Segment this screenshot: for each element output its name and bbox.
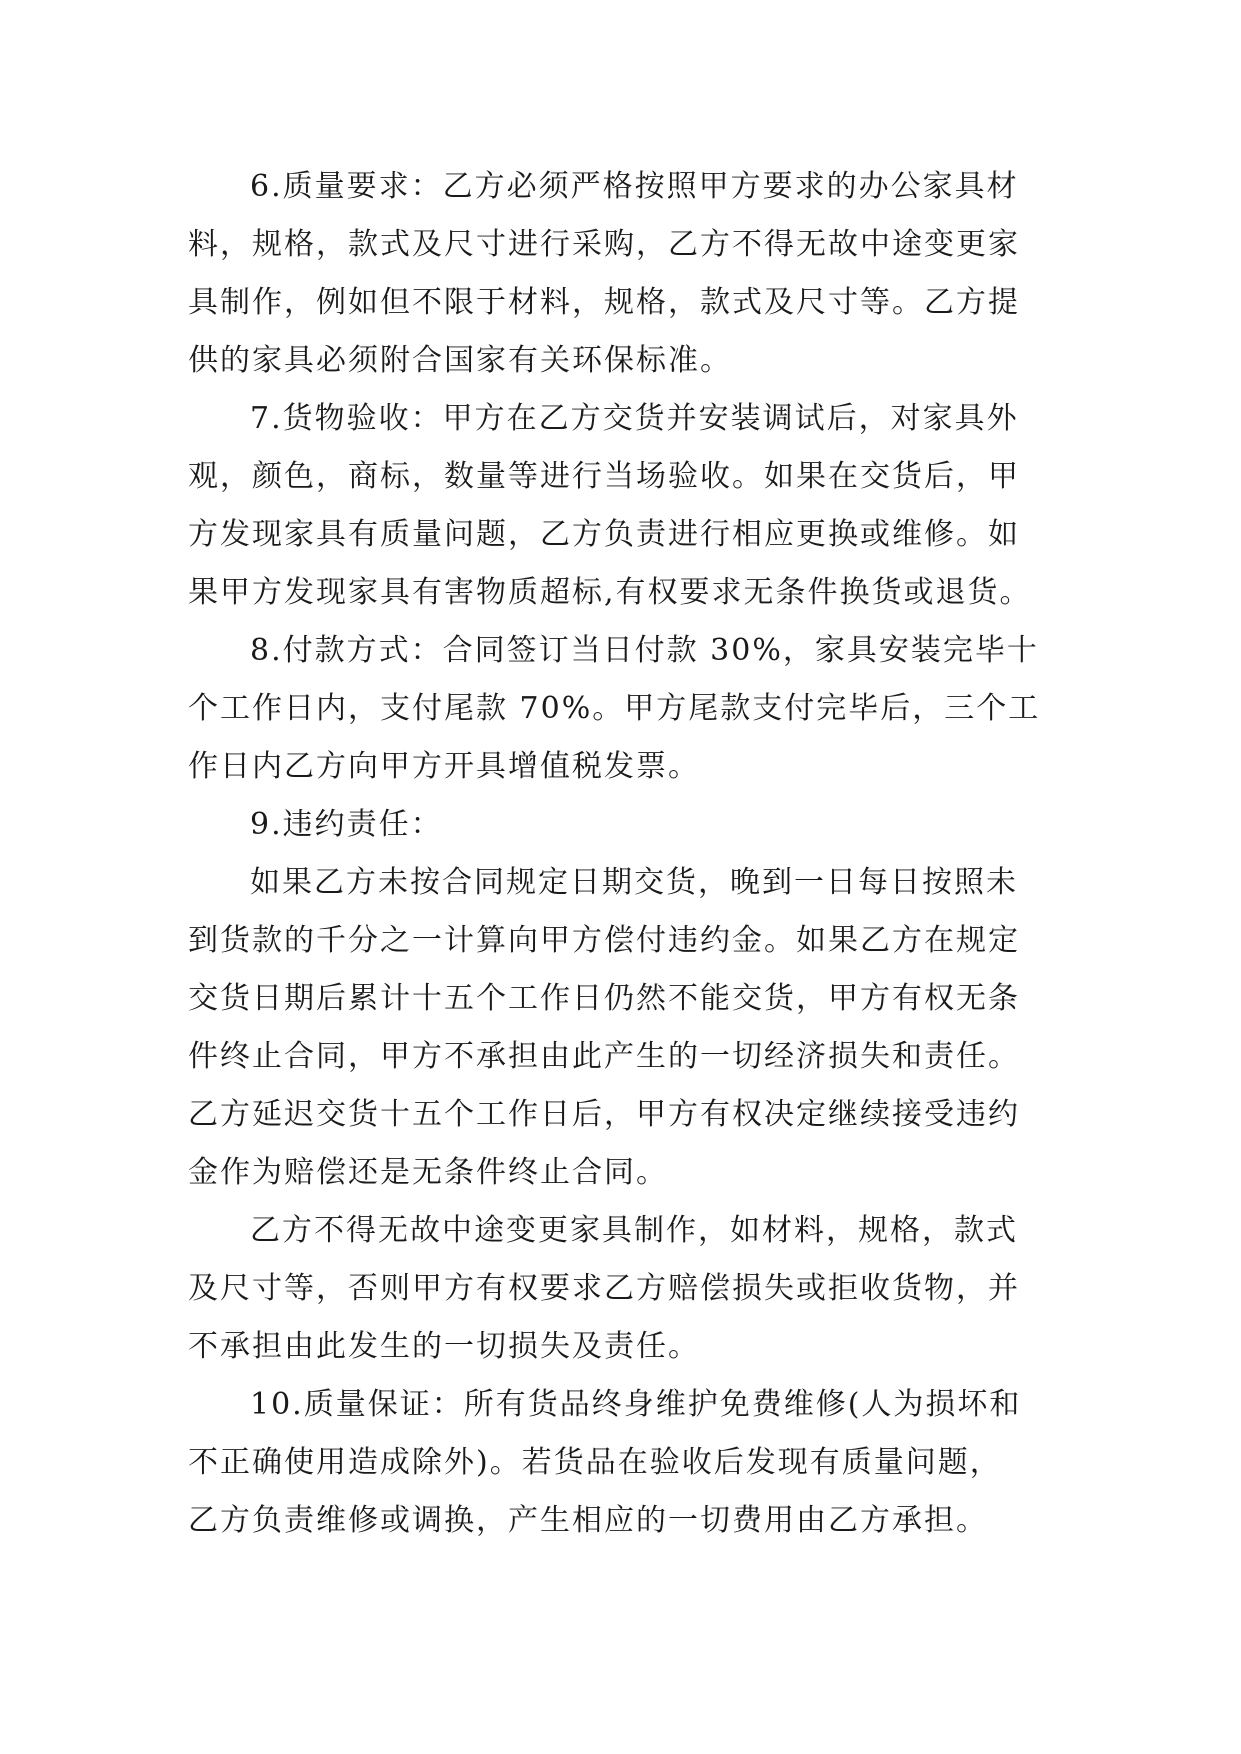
text-line: 乙方不得无故中途变更家具制作，如材料，规格，款式 [250,1213,1018,1248]
text-line: 7.货物验收：甲方在乙方交货并安装调试后，对家具外 [250,401,1019,436]
text-line: 及尺寸等，否则甲方有权要求乙方赔偿损失或拒收货物，并 [188,1271,1020,1306]
text-line: 不承担由此发生的一切损失及责任。 [188,1329,700,1364]
text-line: 6.质量要求：乙方必须严格按照甲方要求的办公家具材 [250,169,1019,204]
text-line: 乙方负责维修或调换，产生相应的一切费用由乙方承担。 [188,1503,988,1538]
text-line: 方发现家具有质量问题，乙方负责进行相应更换或维修。如 [188,517,1020,552]
clause-9-heading [188,796,1048,854]
clause-6-paragraph [188,158,1048,390]
text-line: 不正确使用造成除外)。若货品在验收后发现有质量问题， [188,1445,1002,1480]
clause-7-paragraph [188,390,1048,622]
document-body [188,158,1048,1550]
text-line: 果甲方发现家具有害物质超标,有权要求无条件换货或退货。 [188,575,1032,610]
clause-8-paragraph [188,622,1048,796]
text-line: 作日内乙方向甲方开具增值税发票。 [188,749,700,784]
text-line: 9.违约责任： [250,807,443,842]
text-line: 料，规格，款式及尺寸进行采购，乙方不得无故中途变更家 [188,227,1020,262]
text-line: 件终止合同，甲方不承担由此产生的一切经济损失和责任。 [188,1039,1020,1074]
text-line: 金作为赔偿还是无条件终止合同。 [188,1155,668,1190]
text-line: 观，颜色，商标，数量等进行当场验收。如果在交货后，甲 [188,459,1020,494]
text-line: 供的家具必须附合国家有关环保标准。 [188,343,732,378]
text-line: 乙方延迟交货十五个工作日后，甲方有权决定继续接受违约 [188,1097,1020,1132]
text-line: 具制作，例如但不限于材料，规格，款式及尺寸等。乙方提 [188,285,1020,320]
text-line: 10.质量保证：所有货品终身维护免费维修(人为损坏和 [250,1387,1022,1422]
clause-9-late-delivery-paragraph [188,854,1048,1202]
clause-9-change-paragraph [188,1202,1048,1376]
text-line: 交货日期后累计十五个工作日仍然不能交货，甲方有权无条 [188,981,1020,1016]
clause-10-paragraph [188,1376,1048,1550]
text-line: 到货款的千分之一计算向甲方偿付违约金。如果乙方在规定 [188,923,1020,958]
text-line: 8.付款方式：合同签订当日付款 30%，家具安装完毕十 [250,633,1039,668]
text-line: 如果乙方未按合同规定日期交货，晚到一日每日按照未 [250,865,1018,900]
text-line: 个工作日内，支付尾款 70%。甲方尾款支付完毕后，三个工 [188,691,1041,726]
